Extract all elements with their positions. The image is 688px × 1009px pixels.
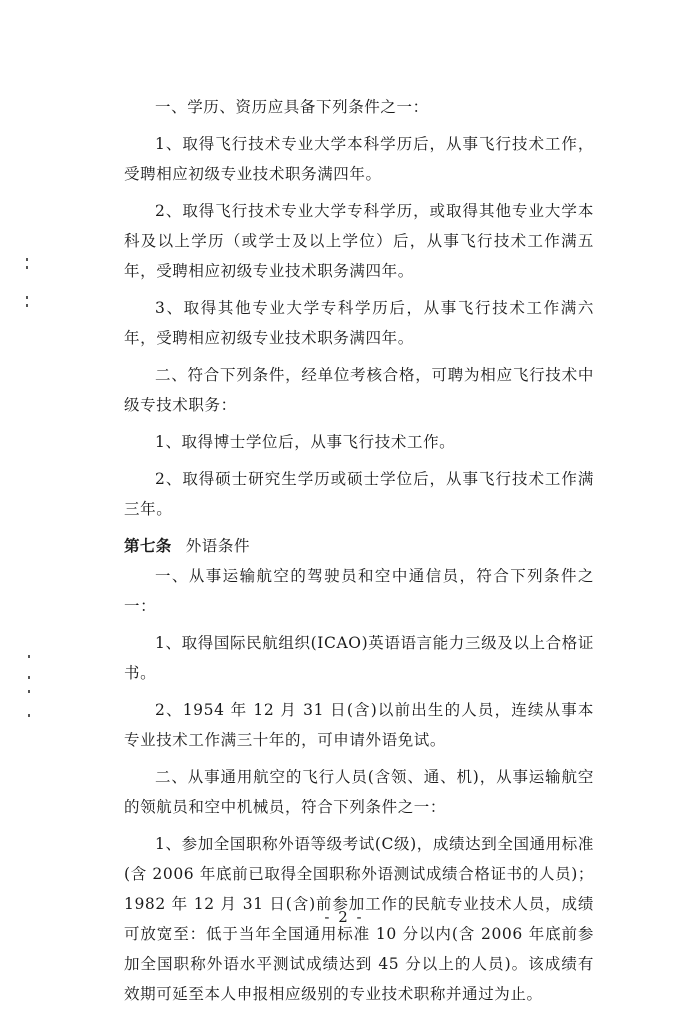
paragraph-item: 2、取得硕士研究生学历或硕士学位后，从事飞行技术工作满三年。: [124, 470, 594, 518]
paragraph-item: 3、取得其他专业大学专科学历后，从事飞行技术工作满六年，受聘相应初级专业技术职务满四年。: [124, 299, 594, 347]
document-body: [124, 92, 594, 1009]
paragraph-item: 1、取得博士学位后，从事飞行技术工作。: [155, 433, 456, 451]
paragraph-item: 2、取得飞行技术专业大学专科学历，或取得其他专业大学本科及以上学历（或学士及以上学位）后，从事飞行技术工作满五年，受聘相应初级专业技术职务满四年。: [124, 202, 594, 280]
paragraph-general-aviation-heading: 二、从事通用航空的飞行人员(含领、通、机)，从事运输航空的领航员和空中机械员，符合下列条件之一：: [124, 768, 594, 816]
paragraph-item: 1、取得国际民航组织(ICAO)英语语言能力三级及以上合格证书。: [124, 634, 594, 682]
paragraph-qualification-heading: 一、学历、资历应具备下列条件之一：: [155, 98, 429, 116]
paragraph-item: 2、1954 年 12 月 31 日(含)以前出生的人员，连续从事本专业技术工作满三十年的，可申请外语免试。: [124, 701, 594, 749]
paragraph-item: 1、取得飞行技术专业大学本科学历后，从事飞行技术工作，受聘相应初级专业技术职务满四年。: [124, 135, 594, 183]
binding-mark: [26, 258, 28, 261]
article-title: 外语条件: [185, 537, 251, 555]
binding-mark: [26, 266, 28, 269]
binding-mark: [28, 655, 30, 658]
paragraph-item: 1、参加全国职称外语等级考试(C级)，成绩达到全国通用标准(含 2006 年底前已取得全国职称外语测试成绩合格证书的人员)；1982 年 12 月 31 日(含)前参加工作的民航专业技术人员，成绩可放宽至：低于当年全国通用标准 10 分以内(含 2006 年底前参加全国职称外语水平测试成绩达到 45 分以上的人员)。该成绩有效期可延至本人申报相应级别的专业技术职称并通过为止。: [124, 835, 594, 1003]
binding-mark: [28, 690, 30, 693]
binding-mark: [28, 714, 30, 717]
paragraph-transport-heading: 一、从事运输航空的驾驶员和空中通信员，符合下列条件之一：: [124, 567, 594, 615]
binding-mark: [26, 296, 28, 299]
binding-mark: [26, 304, 28, 307]
article-heading: [124, 531, 594, 561]
binding-mark: [28, 676, 30, 679]
paragraph-exam-heading: 二、符合下列条件，经单位考核合格，可聘为相应飞行技术中级专技术职务：: [124, 366, 594, 414]
page-number: - 2 -: [324, 908, 364, 926]
article-number: 第七条: [124, 537, 172, 555]
